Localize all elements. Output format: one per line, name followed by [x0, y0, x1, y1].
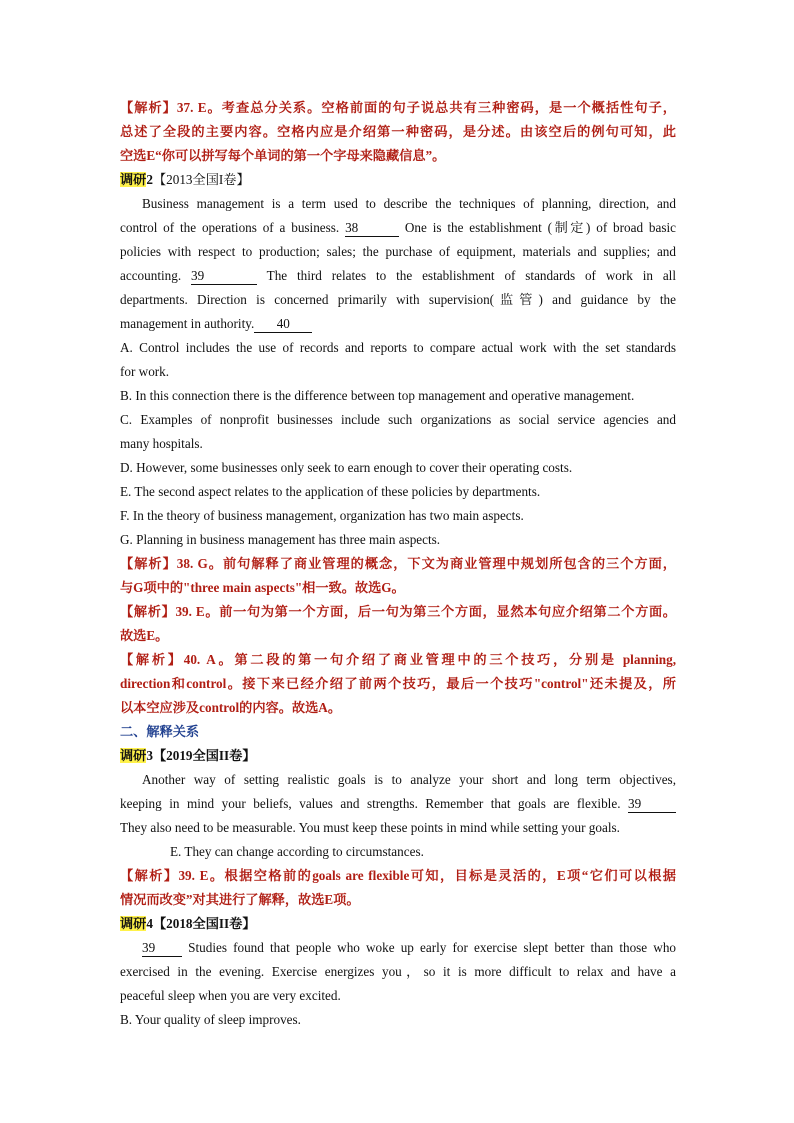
answer-38-line-2: 与G项中的"three main aspects"相一致。故选G。 [120, 580, 405, 595]
example-source: 【2019全国II卷】 [152, 748, 256, 763]
answer-37-line-3: 空选E“你可以拼写每个单词的第一个字母来隐藏信息”。 [120, 148, 446, 163]
blank-40: 40 [254, 316, 312, 333]
passage-line-2 [120, 216, 676, 240]
passage-line-3: policies with respect to production; sales; the purchase of equipment, materials and supplies; and [120, 244, 676, 259]
answer-40-line-1: 【解析】40. A。第二段的第一句介绍了商业管理中的三个技巧，分别是 planning, [120, 652, 676, 667]
research-tag: 调研 [120, 916, 147, 931]
example-2-header [120, 168, 676, 192]
passage-line-1: Business management is a term used to describe the techniques of planning, direction, and [142, 196, 676, 211]
answer-37-line-2: 总述了全段的主要内容。空格内应是介绍第一种密码，是分述。由该空后的例句可知，此 [120, 124, 676, 139]
passage-line-6 [120, 312, 676, 336]
answer-38-line-1: 【解析】38. G。前句解释了商业管理的概念，下文为商业管理中规划所包含的三个方面， [120, 556, 676, 571]
option-g: G. Planning in business management has three main aspects. [120, 532, 441, 547]
passage-text: keeping in mind your beliefs, values and strengths. Remember that goals are flexible. [120, 796, 621, 811]
blank-39: 39 [142, 940, 182, 957]
passage-text: One is the establishment (制定) of broad basic [404, 220, 677, 235]
example-number: 3 [146, 748, 153, 763]
passage-text: management in authority. [120, 316, 255, 331]
answer-37-line-1: 【解析】37. E。考查总分关系。空格前面的句子说总共有三种密码，是一个概括性句子， [120, 100, 676, 115]
research-tag: 调研 [120, 172, 147, 187]
option-f: F. In the theory of business management, organization has two main aspects. [120, 508, 524, 523]
blank-38: 38 [345, 220, 399, 237]
option-a: A. Control includes the use of records and reports to compare actual work with the set standards [120, 340, 676, 355]
passage-text: control of the operations of a business. [120, 220, 340, 235]
option-b: B. In this connection there is the difference between top management and operative management. [120, 388, 635, 403]
answer-39-line-1: 【解析】39. E。前一句为第一个方面，后一句为第三个方面，显然本句应介绍第二个方面。 [120, 604, 676, 619]
section-heading: 二、解释关系 [120, 724, 200, 739]
option-d: D. However, some businesses only seek to earn enough to cover their operating costs. [120, 460, 573, 475]
ex4-passage-line-3: peaceful sleep when you are very excited. [120, 988, 341, 1003]
option-c-cont: many hospitals. [120, 436, 203, 451]
example-4-header [120, 912, 676, 936]
ex3-answer-line-2: 情况而改变”对其进行了解释，故选E项。 [120, 892, 360, 907]
answer-40-line-2: direction和control。接下来已经介绍了前两个技巧，最后一个技巧"control"还未提及，所 [120, 676, 676, 691]
example-source: 【2018全国II卷】 [152, 916, 256, 931]
passage-text: accounting. [120, 268, 182, 283]
example-3-header [120, 744, 676, 768]
passage-text: Studies found that people who woke up early for exercise slept better than those who [188, 940, 677, 955]
blank-39: 39 [191, 268, 257, 285]
ex4-option-b: B. Your quality of sleep improves. [120, 1012, 301, 1027]
ex3-answer-line-1: 【解析】39. E。根据空格前的goals are flexible可知，目标是灵活的，E项“它们可以根据 [120, 868, 676, 883]
passage-text: The third relates to the establishment of standards of work in all [266, 268, 677, 283]
research-tag: 调研 [120, 748, 147, 763]
passage-line-5: departments. Direction is concerned primarily with supervision(监管) and guidance by the [120, 292, 676, 307]
blank-39: 39 [628, 796, 676, 813]
ex3-passage-line-3: They also need to be measurable. You must keep these points in mind while setting your goals. [120, 820, 620, 835]
example-number: 4 [146, 916, 153, 931]
option-c: C. Examples of nonprofit businesses include such organizations as social service agencies and [120, 412, 676, 427]
answer-39-line-2: 故选E。 [120, 628, 169, 643]
option-a-cont: for work. [120, 364, 170, 379]
passage-line-4 [120, 264, 676, 288]
answer-40-line-3: 以本空应涉及control的内容。故选A。 [120, 700, 342, 715]
ex4-passage-line-2: exercised in the evening. Exercise energizes you，so it is more difficult to relax and have a [120, 964, 676, 979]
example-source: 【2013全国I卷】 [152, 172, 250, 187]
ex3-passage-line-2 [120, 792, 676, 816]
example-number: 2 [146, 172, 153, 187]
ex3-option-e: E. They can change according to circumstances. [170, 844, 424, 859]
ex3-passage-line-1: Another way of setting realistic goals is to analyze your short and long term objectives, [142, 772, 676, 787]
ex4-passage-line-1 [142, 936, 676, 960]
option-e: E. The second aspect relates to the application of these policies by departments. [120, 484, 541, 499]
